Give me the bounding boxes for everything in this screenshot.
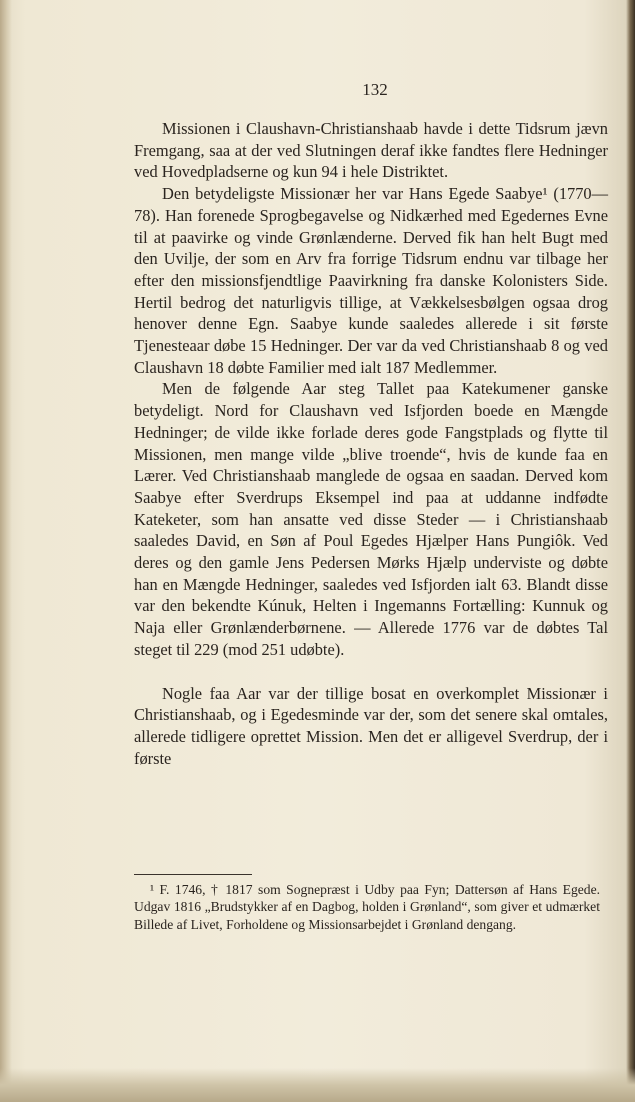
page-binding-shadow xyxy=(0,0,12,1102)
page-number: 132 xyxy=(362,80,388,99)
page-edge-shadow xyxy=(626,0,635,1102)
footnote-text: ¹ F. 1746, † 1817 som Sognepræst i Udby paa Fyn; Dattersøn af Hans Egede. Udgav 1816 „Brudstykker af en Dagbog, holden i Grønland“, som giver et udmærket Billede af Livet, Forholdene og Missionsarbejdet i Grønland dengang. xyxy=(134,882,600,932)
paragraph: Den betydeligste Missionær her var Hans Egede Saabye¹ (1770—78). Han forenede Sprogbegavelse og Nidkærhed med Egedernes Evne til at paavirke og vinde Grønlænderne. Derved fik han helt Bugt med den Uvilje, der som en Arv fra forrige Tidsrum endnu var tilbage her efter den missionsfjendtlige Paavirkning fra danske Kolonisters Side. Hertil bedrog det naturligvis tillige, at Vækkelsesbølgen ogsaa drog henover denne Egn. Saabye kunde saaledes allerede i sit første Tjenesteaar døbe 15 Hedninger. Der var da ved Christianshaab 8 og ved Claushavn 18 døbte Familier med ialt 187 Medlemmer. xyxy=(134,184,608,377)
footnote-divider xyxy=(134,874,252,875)
paragraph: Nogle faa Aar var der tillige bosat en overkomplet Missionær i Christianshaab, og i Egedesminde var der, som det senere skal omtales, allerede tidligere oprettet Mission. Men det er alligevel Sverdrup, der i første xyxy=(134,683,608,768)
page-bottom-edge xyxy=(0,1068,635,1102)
paragraph: Men de følgende Aar steg Tallet paa Katekumener ganske betydeligt. Nord for Claushavn ved Isfjorden boede en Mængde Hedninger; de vilde ikke forlade deres gode Fangstplads og flytte til Missionen, men mange vilde „blive troende“, hvis de kunde faa en Lærer. Ved Christianshaab manglede de ogsaa en saadan. Derved kom Saabye efter Sverdrups Eksempel ind paa at uddanne indfødte Kateketer, som han ansatte ved disse Steder — i Christianshaab saaledes David, en Søn af Poul Egedes Hjælper Hans Pungiôk. Ved deres og den gamle Jens Pedersen Mørks Hjælp underviste og døbte han en Mængde Hedninger, saaledes ved Isfjorden ialt 63. Blandt disse var den bekendte Kúnuk, Helten i Ingemanns Fortælling: Kunnuk og Naja eller Grønlænderbørnene. — Allerede 1776 var de døbtes Tal steget til 229 (mod 251 udøbte). xyxy=(134,379,608,659)
paragraph: Missionen i Claushavn-Christianshaab havde i dette Tidsrum jævn Fremgang, saa at der ved Slutningen deraf ikke fandtes flere Hedninger ved Hovedpladserne og kun 94 i hele Distriktet. xyxy=(134,119,608,182)
body-text xyxy=(134,118,608,769)
footnote xyxy=(134,881,600,933)
